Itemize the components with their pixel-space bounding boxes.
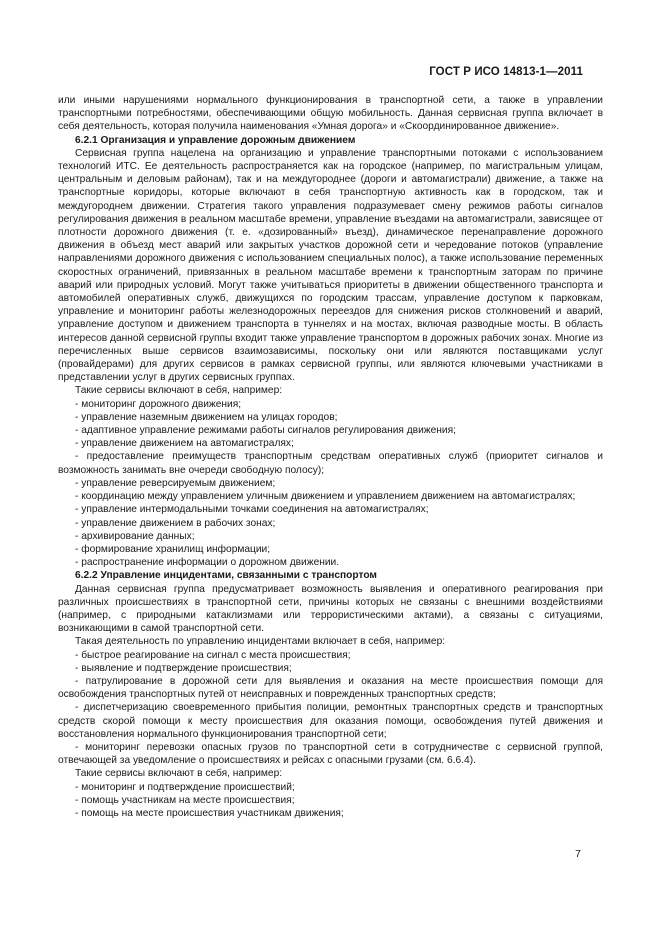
section-heading-6-2-1: 6.2.1 Организация и управление дорожным движением (75, 134, 356, 146)
list-item: - помощь на месте происшествия участникам движения; (75, 807, 344, 819)
list-item: - координацию между управлением уличным движением и управлением движением на автомагистралях; (75, 491, 576, 503)
list-item: - патрулирование в дорожной сети для выявления и оказания на месте происшествия помощи для освобождения транспортных путей от неисправных и поврежденных транспортных средств; (58, 675, 603, 701)
paragraph: Сервисная группа нацелена на организацию и управление транспортными потоками с использованием технологий ИТС. Ее деятельность распространяется как на городское (например, по магистральным улицам, центральным и деловым районам), так и на междугороднее (дороги и автомагистрали) движение, а также на транспортные коридоры, которые включают в себя транспортную активность как в городском, так и междугороднем движении. Стратегия такого управления подразумевает смену режимов работы сигналов регулирования движения в реальном масштабе времени, управление въездами на автомагистрали, зависящее от плотности дорожного движения (т. е. «дозированный» въезд), динамическое перенаправление дорожного движения в объезд мест аварий или закрытых участков дорожной сети и чередование потоков (управление направлениями дорожного движения с использованием специальных полос), а также использование переменных скоростных ограничений, привязанных в реальном масштабе времени к транспортным заторам по причине аварий или природных условий. Могут также учитываться приоритеты в движении общественного транспорта и автомобилей оперативных служб, движущихся по городским трассам, управление доступом к парковкам, управление и мониторинг работы железнодорожных переездов для снижения рисков столкновений и аварий, управление доступом и движением транспорта в туннелях и на мостах, включая разводные мосты. В область интересов данной сервисной группы входит также управление транспортом в дорожных рабочих зонах. Многие из перечисленных выше сервисов взаимозависимы, поскольку они или являются поставщиками услуг (провайдерами) для других сервисов в рамках сервисной группы, или являются ключевыми участниками в представлении услуг в других сервисных группах. (58, 147, 603, 384)
section-heading-6-2-2: 6.2.2 Управление инцидентами, связанными с транспортом (75, 570, 377, 582)
paragraph: или иными нарушениями нормального функционирования в транспортной сети, а также в управлении транспортными потребностями, обеспечивающими общую мобильность. Данная сервисная группа включает в себя деятельность, которая получила наименования «Умная дорога» и «Скоординированное движение». (58, 95, 603, 133)
list-item: - выявление и подтверждение происшествия; (75, 662, 292, 674)
list-item: - управление реверсируемым движением; (75, 477, 276, 489)
list-item: - быстрое реагирование на сигнал с места происшествия; (75, 649, 351, 661)
list-item: - мониторинг перевозки опасных грузов по транспортной сети в сотрудничестве с сервисной группой, отвечающей за уведомление о происшествиях и рейсах с опасными грузами (см. 6.6.4). (58, 741, 603, 767)
list-item: - адаптивное управление режимами работы сигналов регулирования движения; (75, 425, 456, 437)
standard-header: ГОСТ Р ИСО 14813-1—2011 (429, 66, 583, 78)
paragraph: Такие сервисы включают в себя, например: (75, 768, 283, 780)
list-item: - мониторинг дорожного движения; (75, 398, 242, 410)
paragraph: Данная сервисная группа предусматривает возможность выявления и оперативного реагирования при различных происшествиях в транспортной сети, причины которых не связаны с внешними воздействиями (например, с природными катаклизмами или террористическими актами), а связаны с ситуациями, возникающими в самой транспортной сети. (58, 583, 603, 635)
list-item: - управление интермодальными точками соединения на автомагистралях; (75, 504, 429, 516)
list-item: - диспетчеризацию своевременного прибытия полиции, ремонтных транспортных средств и транспортных средств скорой помощи к месту происшествия для оказания помощи, освобождения путей движения и восстановления нормального функционирования транспортной сети; (58, 702, 603, 740)
list-item: - помощь участникам на месте происшествия; (75, 794, 295, 806)
page-number: 7 (575, 848, 581, 860)
list-item: - распространение информации о дорожном движении. (75, 557, 340, 569)
list-item: - архивирование данных; (75, 530, 195, 542)
paragraph: Такие сервисы включают в себя, например: (75, 385, 283, 397)
list-item: - управление наземным движением на улицах городов; (75, 411, 338, 423)
list-item: - управление движением в рабочих зонах; (75, 517, 276, 529)
paragraph: Такая деятельность по управлению инцидентами включает в себя, например: (75, 636, 446, 648)
list-item: - мониторинг и подтверждение происшествий; (75, 781, 295, 793)
document-body (58, 94, 603, 820)
list-item: - управление движением на автомагистралях; (75, 438, 294, 450)
list-item: - предоставление преимуществ транспортным средствам оперативных служб (приоритет сигналов и возможность занимать вне очереди свободную полосу); (58, 451, 603, 476)
list-item: - формирование хранилищ информации; (75, 543, 271, 555)
